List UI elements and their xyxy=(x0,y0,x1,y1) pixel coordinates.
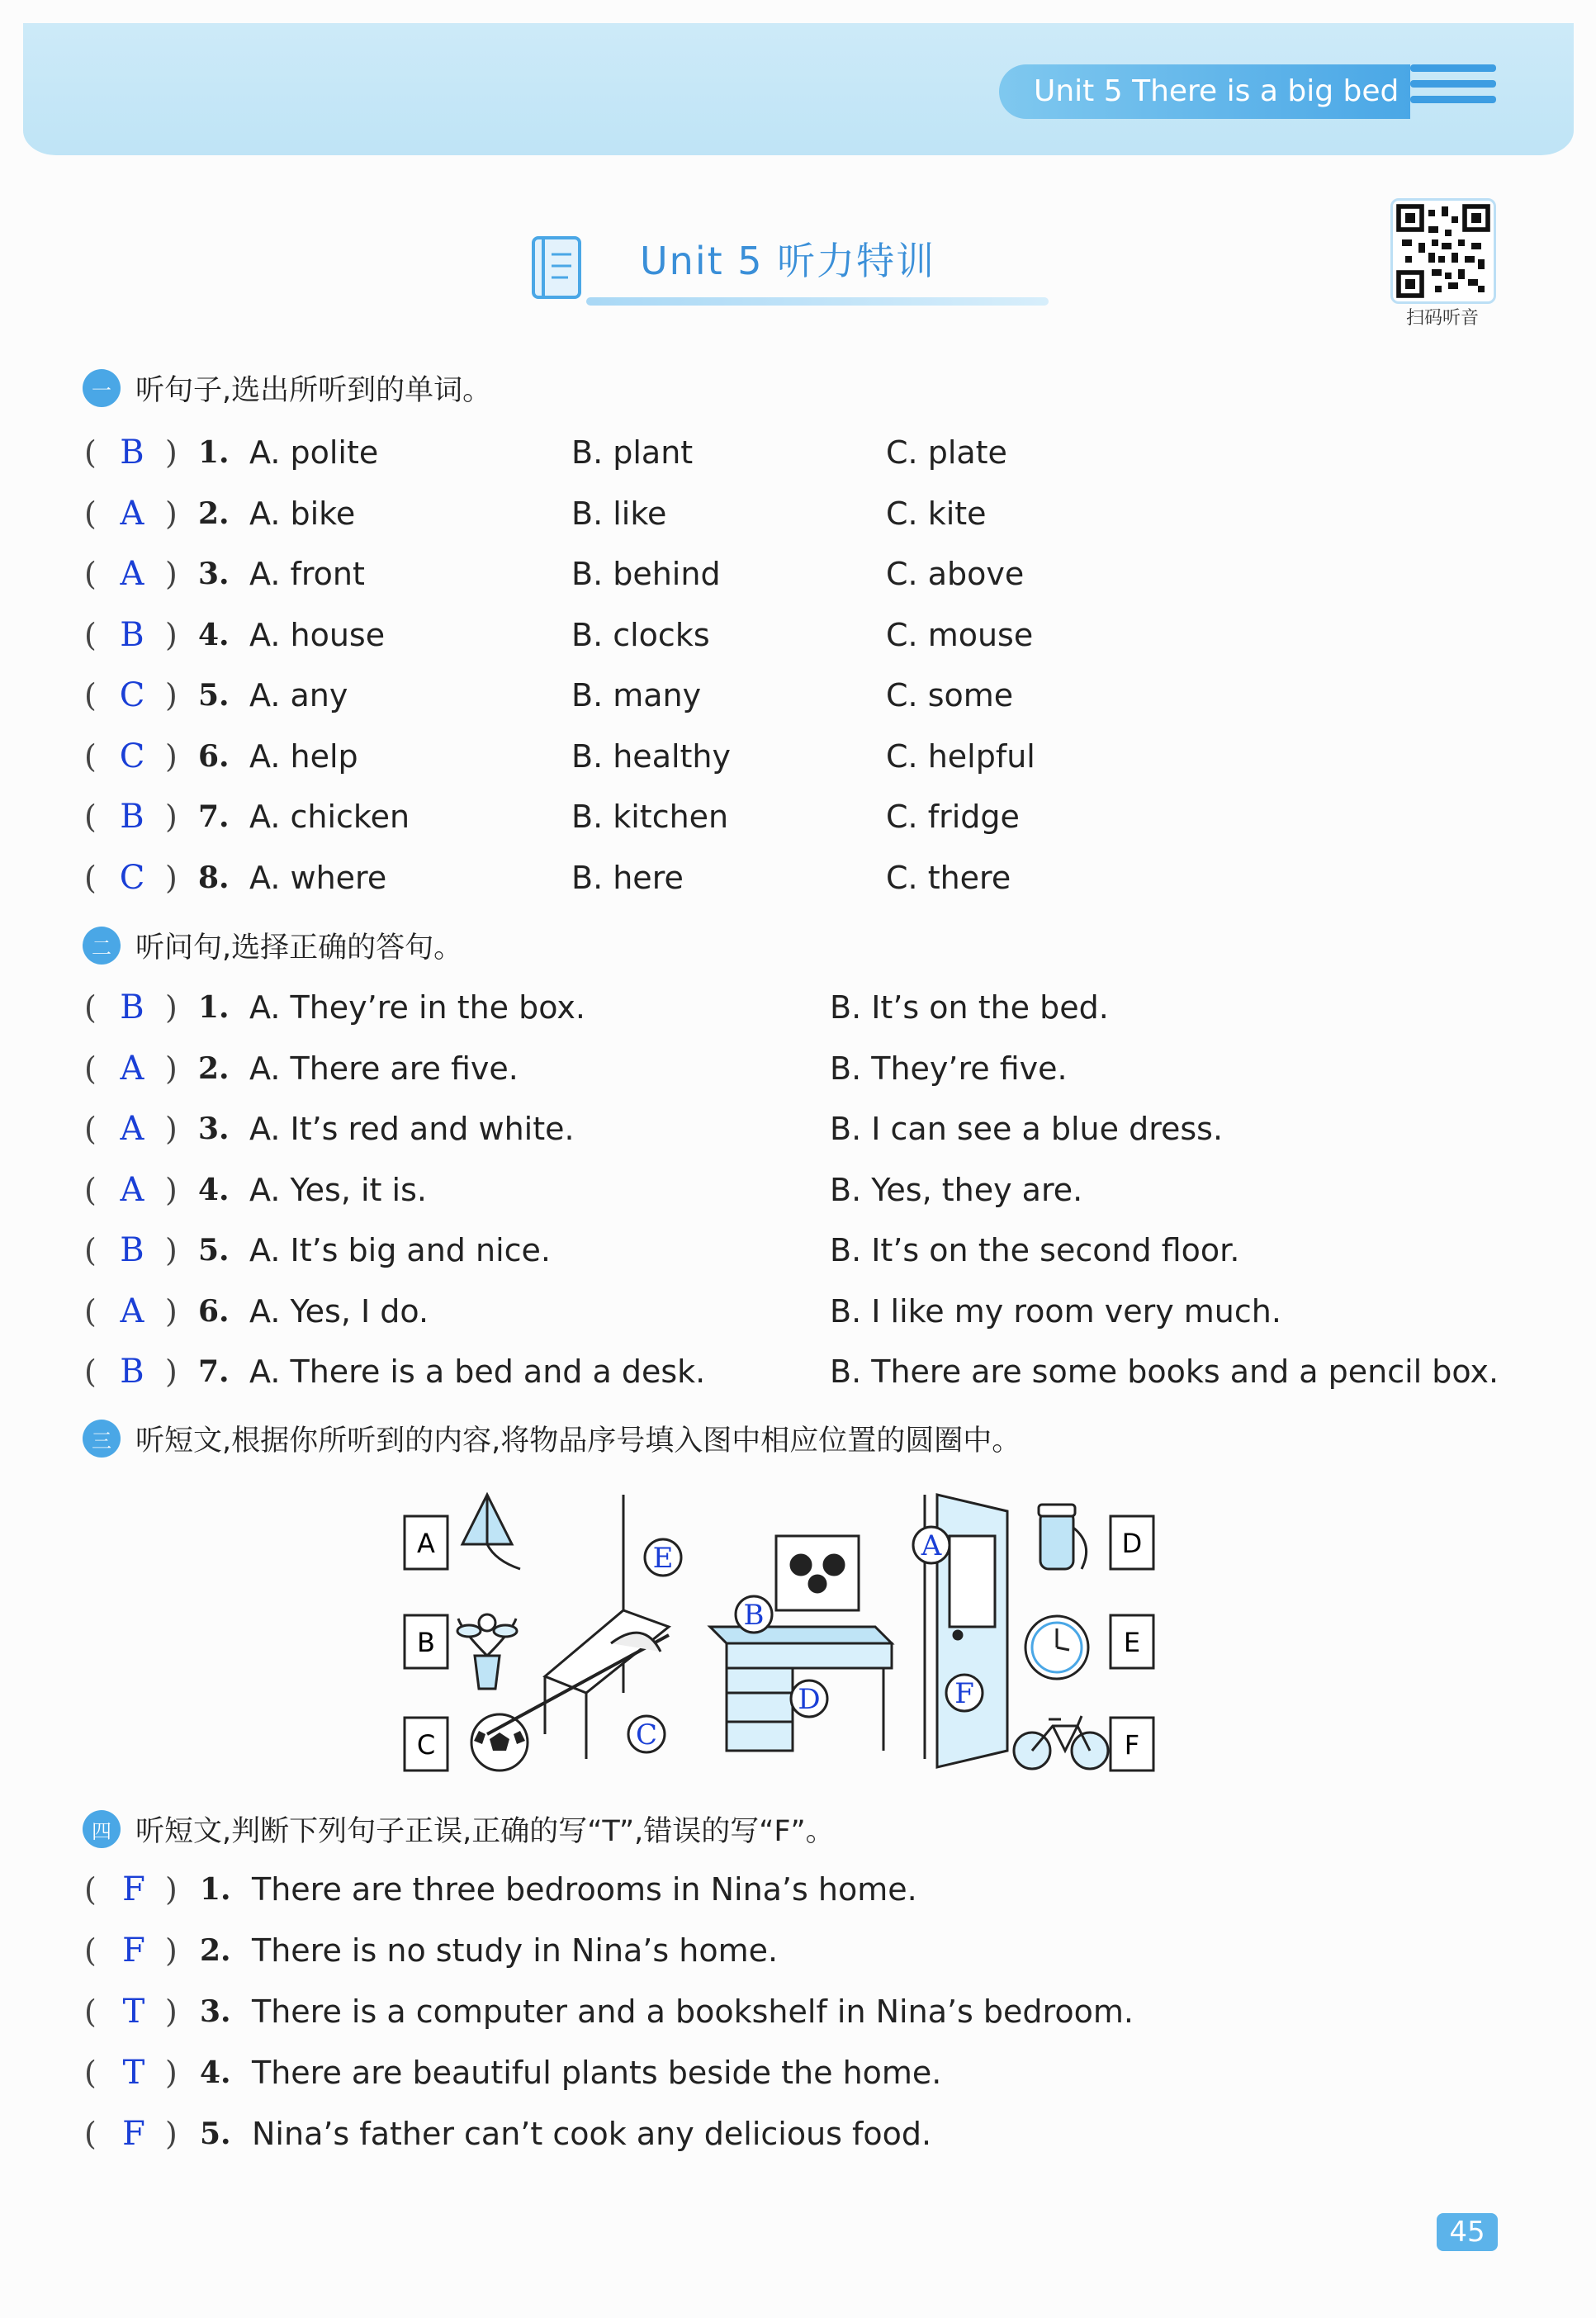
open-paren: ( xyxy=(84,434,97,471)
close-paren: ) xyxy=(165,1050,178,1087)
section-badge: 三 xyxy=(83,1420,121,1458)
question-row xyxy=(0,1165,1569,1215)
open-paren: ( xyxy=(84,556,97,592)
open-paren: ( xyxy=(84,1292,97,1330)
section-instruction: 听短文,判断下列句子正误,正确的写“T”,错误的写“F”。 xyxy=(135,1815,835,1848)
bike-icon xyxy=(1014,1716,1108,1769)
open-paren: ( xyxy=(84,495,97,532)
question-row xyxy=(0,1347,1569,1396)
option-b: B. It’s on the bed. xyxy=(830,989,1109,1026)
question-number: 3. xyxy=(200,1994,231,2029)
option-c: C. there xyxy=(886,859,1011,896)
option-a: A. house xyxy=(249,616,386,653)
option-a: A. It’s big and nice. xyxy=(249,1232,551,1268)
open-paren: ( xyxy=(84,989,97,1026)
question-number: 5. xyxy=(200,2117,231,2151)
question-row xyxy=(0,671,1569,720)
question-number: 3. xyxy=(198,557,230,591)
option-b: B. kitchen xyxy=(571,799,729,835)
option-c: C. mouse xyxy=(886,616,1034,653)
answer-blank[interactable]: A xyxy=(120,555,144,593)
question-number: 7. xyxy=(198,1354,230,1389)
answer-blank[interactable]: C xyxy=(119,858,145,897)
option-b: B. here xyxy=(571,859,684,896)
question-number: 1. xyxy=(198,990,230,1025)
question-row xyxy=(0,983,1569,1032)
statement-text: There are three bedrooms in Nina’s home. xyxy=(252,1871,917,1908)
section-instruction: 听短文,根据你所听到的内容,将物品序号填入图中相应位置的圆圈中。 xyxy=(135,1424,1021,1458)
qr-code-icon xyxy=(1395,203,1491,299)
answer-blank[interactable]: A xyxy=(120,1170,144,1209)
tab-stripes-decoration xyxy=(1410,64,1496,119)
circle-answer-c: C xyxy=(635,1718,658,1752)
option-b: B. healthy xyxy=(571,737,732,775)
answer-blank[interactable]: A xyxy=(120,494,144,533)
open-paren: ( xyxy=(84,1111,97,1147)
plant-icon xyxy=(457,1614,517,1689)
close-paren: ) xyxy=(165,556,178,592)
close-paren: ) xyxy=(165,1292,178,1330)
circle-answer-e: E xyxy=(652,1542,674,1575)
answer-blank[interactable]: A xyxy=(120,1110,144,1148)
question-row xyxy=(0,489,1569,538)
open-paren: ( xyxy=(84,1871,97,1908)
close-paren: ) xyxy=(165,2055,178,2091)
question-row xyxy=(0,1287,1569,1336)
section-badge: 二 xyxy=(83,927,121,965)
question-row xyxy=(0,428,1569,477)
close-paren: ) xyxy=(165,677,178,713)
answer-blank[interactable]: B xyxy=(120,434,144,472)
close-paren: ) xyxy=(165,737,178,775)
question-row xyxy=(0,1104,1569,1154)
question-number: 1. xyxy=(198,435,230,470)
circle-answer-f: F xyxy=(954,1677,974,1710)
section-4-header xyxy=(83,1804,835,1854)
section-3-header xyxy=(83,1414,1021,1463)
close-paren: ) xyxy=(165,616,178,653)
option-a: A. help xyxy=(249,737,358,775)
clock-icon xyxy=(1025,1616,1088,1679)
statement-text: There is no study in Nina’s home. xyxy=(252,1932,779,1969)
label-b: B xyxy=(417,1627,435,1658)
option-c: C. kite xyxy=(886,495,987,532)
page-title xyxy=(528,223,1057,314)
option-c: C. above xyxy=(886,556,1025,592)
question-row xyxy=(0,853,1569,903)
answer-blank[interactable]: B xyxy=(120,1353,144,1391)
question-number: 8. xyxy=(198,860,230,895)
option-c: C. plate xyxy=(886,434,1007,471)
option-b: B. like xyxy=(571,495,667,532)
option-b: B. There are some books and a pencil box. xyxy=(830,1353,1499,1390)
answer-blank[interactable]: C xyxy=(119,676,145,714)
statement-text: There is a computer and a bookshelf in Nina’s bedroom. xyxy=(252,1993,1134,2030)
question-number: 6. xyxy=(198,738,230,774)
option-b: B. plant xyxy=(571,434,694,471)
close-paren: ) xyxy=(165,859,178,896)
question-number: 4. xyxy=(198,617,230,652)
close-paren: ) xyxy=(165,799,178,835)
title-underline xyxy=(586,297,1049,306)
close-paren: ) xyxy=(165,1171,178,1208)
book-icon xyxy=(528,233,590,302)
option-a: A. chicken xyxy=(249,799,410,835)
question-row xyxy=(0,1044,1569,1093)
question-number: 2. xyxy=(198,495,230,531)
answer-blank[interactable]: A xyxy=(120,1049,144,1088)
close-paren: ) xyxy=(165,434,178,471)
option-a: A. Yes, I do. xyxy=(249,1292,429,1330)
question-number: 3. xyxy=(198,1112,230,1146)
question-row xyxy=(0,732,1569,781)
section-badge: 四 xyxy=(83,1810,121,1848)
page-number: 45 xyxy=(1437,2213,1498,2251)
option-c: C. helpful xyxy=(886,737,1035,775)
label-c: C xyxy=(416,1729,436,1761)
close-paren: ) xyxy=(165,1232,178,1268)
option-b: B. clocks xyxy=(571,616,710,653)
close-paren: ) xyxy=(165,1993,178,2030)
option-a: A. polite xyxy=(249,434,379,471)
open-paren: ( xyxy=(84,677,97,713)
option-a: A. They’re in the box. xyxy=(249,989,585,1026)
answer-blank[interactable]: B xyxy=(120,798,144,836)
answer-blank[interactable]: T xyxy=(122,2054,145,2092)
section-badge: 一 xyxy=(83,369,121,407)
option-b: B. I like my room very much. xyxy=(830,1292,1281,1330)
label-d: D xyxy=(1121,1528,1143,1559)
open-paren: ( xyxy=(84,1171,97,1208)
section-instruction: 听句子,选出所听到的单词。 xyxy=(135,374,492,407)
option-a: A. There is a bed and a desk. xyxy=(249,1353,706,1390)
close-paren: ) xyxy=(165,2116,178,2152)
open-paren: ( xyxy=(84,2116,97,2152)
open-paren: ( xyxy=(84,737,97,775)
circle-answer-d: D xyxy=(798,1683,821,1716)
answer-blank[interactable]: F xyxy=(122,1870,145,1908)
question-row xyxy=(0,549,1569,599)
answer-blank[interactable]: B xyxy=(120,988,144,1026)
circle-answer-b: B xyxy=(743,1599,765,1632)
question-number: 4. xyxy=(198,1172,230,1207)
question-row xyxy=(0,610,1569,660)
close-paren: ) xyxy=(165,1932,178,1969)
option-a: A. It’s red and white. xyxy=(249,1111,575,1147)
question-number: 5. xyxy=(198,1233,230,1268)
open-paren: ( xyxy=(84,616,97,653)
answer-blank[interactable]: A xyxy=(120,1292,144,1330)
question-number: 5. xyxy=(198,678,230,713)
question-row xyxy=(0,2109,1569,2159)
statement-text: There are beautiful plants beside the home. xyxy=(252,2055,942,2091)
close-paren: ) xyxy=(165,495,178,532)
option-c: C. fridge xyxy=(886,799,1020,835)
statement-text: Nina’s father can’t cook any delicious food. xyxy=(252,2116,932,2152)
question-row xyxy=(0,1225,1569,1275)
open-paren: ( xyxy=(84,1932,97,1969)
answer-blank[interactable]: B xyxy=(120,615,144,654)
left-label-boxes xyxy=(405,1516,448,1770)
option-b: B. behind xyxy=(571,556,721,592)
football-icon xyxy=(471,1714,528,1770)
label-e: E xyxy=(1123,1627,1141,1658)
unit-tab: Unit 5 There is a big bed xyxy=(999,64,1410,119)
option-b: B. They’re five. xyxy=(830,1050,1068,1087)
answer-blank[interactable]: T xyxy=(122,1993,145,2031)
open-paren: ( xyxy=(84,799,97,835)
open-paren: ( xyxy=(84,1050,97,1087)
close-paren: ) xyxy=(165,1353,178,1390)
answer-blank[interactable]: F xyxy=(122,1932,145,1970)
circle-answer-a: A xyxy=(921,1529,942,1562)
open-paren: ( xyxy=(84,2055,97,2091)
question-row xyxy=(0,1865,1569,1914)
close-paren: ) xyxy=(165,989,178,1026)
section-instruction: 听问句,选择正确的答句。 xyxy=(135,931,463,965)
option-a: A. Yes, it is. xyxy=(249,1171,427,1208)
option-a: A. bike xyxy=(249,495,356,532)
question-row xyxy=(0,1987,1569,2036)
open-paren: ( xyxy=(84,1232,97,1268)
open-paren: ( xyxy=(84,1993,97,2030)
question-number: 2. xyxy=(200,1933,231,1968)
right-label-boxes xyxy=(1111,1516,1153,1770)
section-1-header xyxy=(83,363,491,413)
option-a: A. front xyxy=(249,556,365,592)
question-number: 7. xyxy=(198,799,230,834)
label-a: A xyxy=(417,1528,435,1559)
answer-blank[interactable]: F xyxy=(122,2115,145,2153)
answer-blank[interactable]: C xyxy=(119,737,145,775)
close-paren: ) xyxy=(165,1871,178,1908)
close-paren: ) xyxy=(165,1111,178,1147)
option-b: B. It’s on the second floor. xyxy=(830,1232,1240,1268)
qr-label: 扫码听音 xyxy=(1405,308,1479,329)
question-number: 2. xyxy=(198,1050,230,1086)
option-a: A. where xyxy=(249,859,387,896)
option-b: B. I can see a blue dress. xyxy=(830,1111,1224,1147)
option-c: C. some xyxy=(886,677,1014,713)
question-row xyxy=(0,2048,1569,2098)
option-b: B. many xyxy=(571,677,702,713)
bottle-icon xyxy=(1039,1505,1087,1569)
answer-blank[interactable]: B xyxy=(120,1231,144,1269)
section-2-header xyxy=(83,921,462,970)
option-b: B. Yes, they are. xyxy=(830,1171,1083,1208)
title-text: Unit 5 听力特训 xyxy=(640,239,936,283)
kite-icon xyxy=(462,1495,520,1569)
open-paren: ( xyxy=(84,1353,97,1390)
option-a: A. There are five. xyxy=(249,1050,519,1087)
question-number: 6. xyxy=(198,1293,230,1329)
room-picture xyxy=(396,1486,1164,1784)
option-a: A. any xyxy=(249,677,348,713)
question-row xyxy=(0,792,1569,841)
question-number: 1. xyxy=(200,1872,231,1907)
open-paren: ( xyxy=(84,859,97,896)
question-row xyxy=(0,1926,1569,1975)
question-number: 4. xyxy=(200,2055,231,2090)
label-f: F xyxy=(1124,1729,1140,1761)
qr-code[interactable] xyxy=(1390,198,1496,304)
